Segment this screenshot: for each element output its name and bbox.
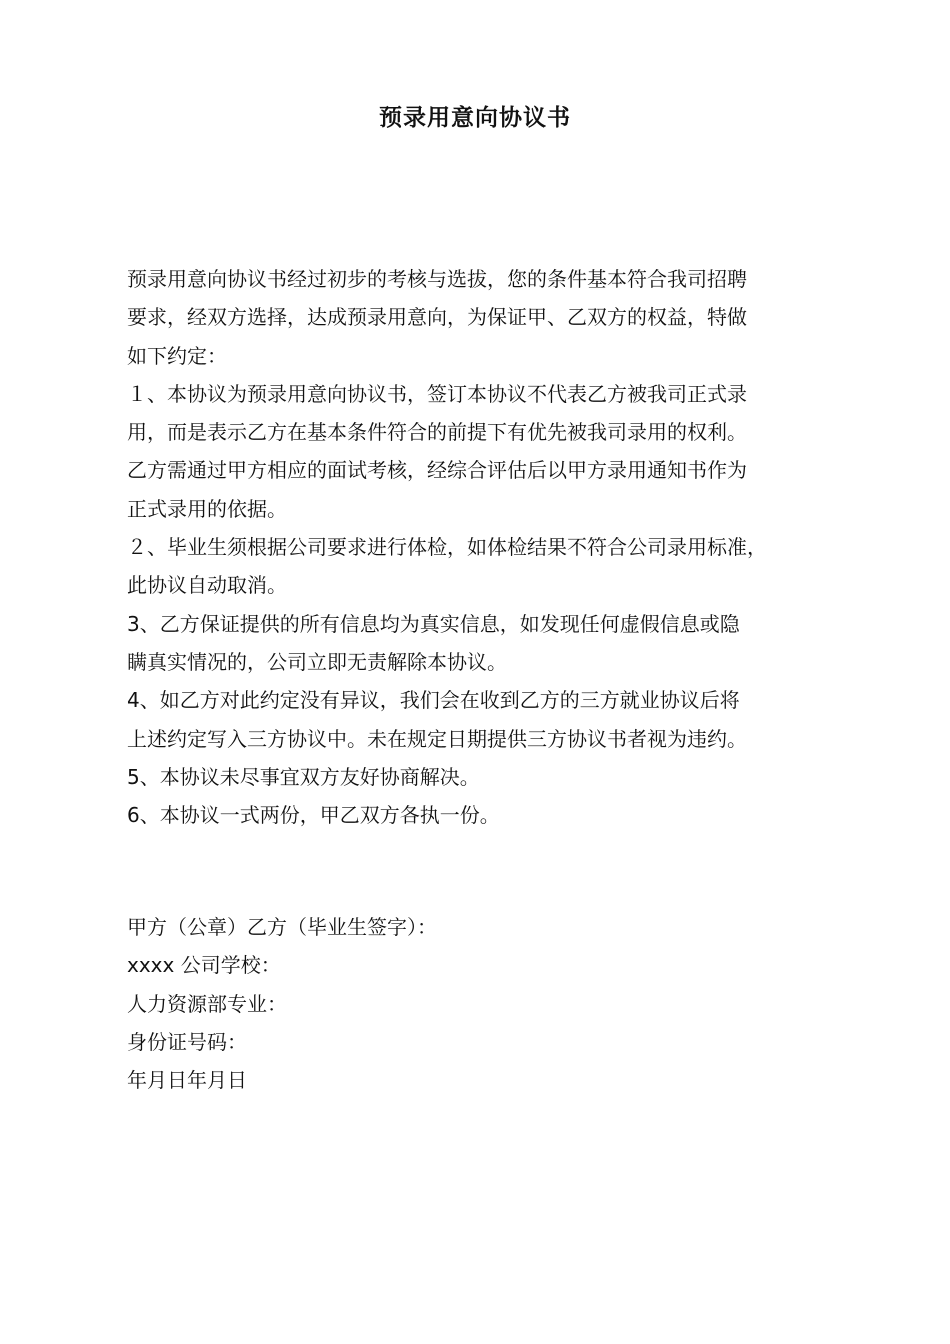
body-line: 如下约定： [127, 343, 227, 368]
company-school-line: xxxx 公司学校： [127, 953, 281, 978]
body-line: 要求，经双方选择，达成预录用意向，为保证甲、乙双方的权益，特做 [127, 305, 747, 330]
body-line: 预录用意向协议书经过初步的考核与选拔，您的条件基本符合我司招聘 [127, 267, 747, 291]
clause-1-line: 正式录用的依据。 [127, 496, 287, 521]
department-major-line: 人力资源部专业： [127, 991, 287, 1016]
clause-1-line: １、本协议为预录用意向协议书，签订本协议不代表乙方被我司正式录 [127, 381, 747, 406]
clause-2-line: 此协议自动取消。 [127, 573, 287, 598]
clause-1-line: 用，而是表示乙方在基本条件符合的前提下有优先被我司录用的权利。 [127, 420, 747, 445]
clause-1-line: 乙方需通过甲方相应的面试考核，经综合评估后以甲方录用通知书作为 [127, 458, 747, 483]
clause-6-line: 6、本协议一式两份，甲乙双方各执一份。 [127, 803, 500, 828]
id-number-line: 身份证号码： [127, 1029, 247, 1054]
date-line: 年月日年月日 [127, 1068, 247, 1093]
clause-3-line: 瞒真实情况的，公司立即无责解除本协议。 [127, 649, 507, 674]
signature-block [127, 908, 847, 1099]
clause-3-line: 3、乙方保证提供的所有信息均为真实信息，如发现任何虚假信息或隐 [127, 611, 740, 636]
clause-2-line: ２、毕业生须根据公司要求进行体检，如体检结果不符合公司录用标准， [127, 535, 767, 560]
clause-4-line: 4、如乙方对此约定没有异议，我们会在收到乙方的三方就业协议后将 [127, 688, 740, 713]
document-title: 预录用意向协议书 [379, 105, 571, 131]
clause-5-line: 5、本协议未尽事宜双方友好协商解决。 [127, 764, 480, 789]
party-signature-line: 甲方（公章）乙方（毕业生签字）： [127, 915, 437, 939]
clause-4-line: 上述约定写入三方协议中。未在规定日期提供三方协议书者视为违约。 [127, 726, 747, 751]
agreement-body [127, 260, 847, 834]
